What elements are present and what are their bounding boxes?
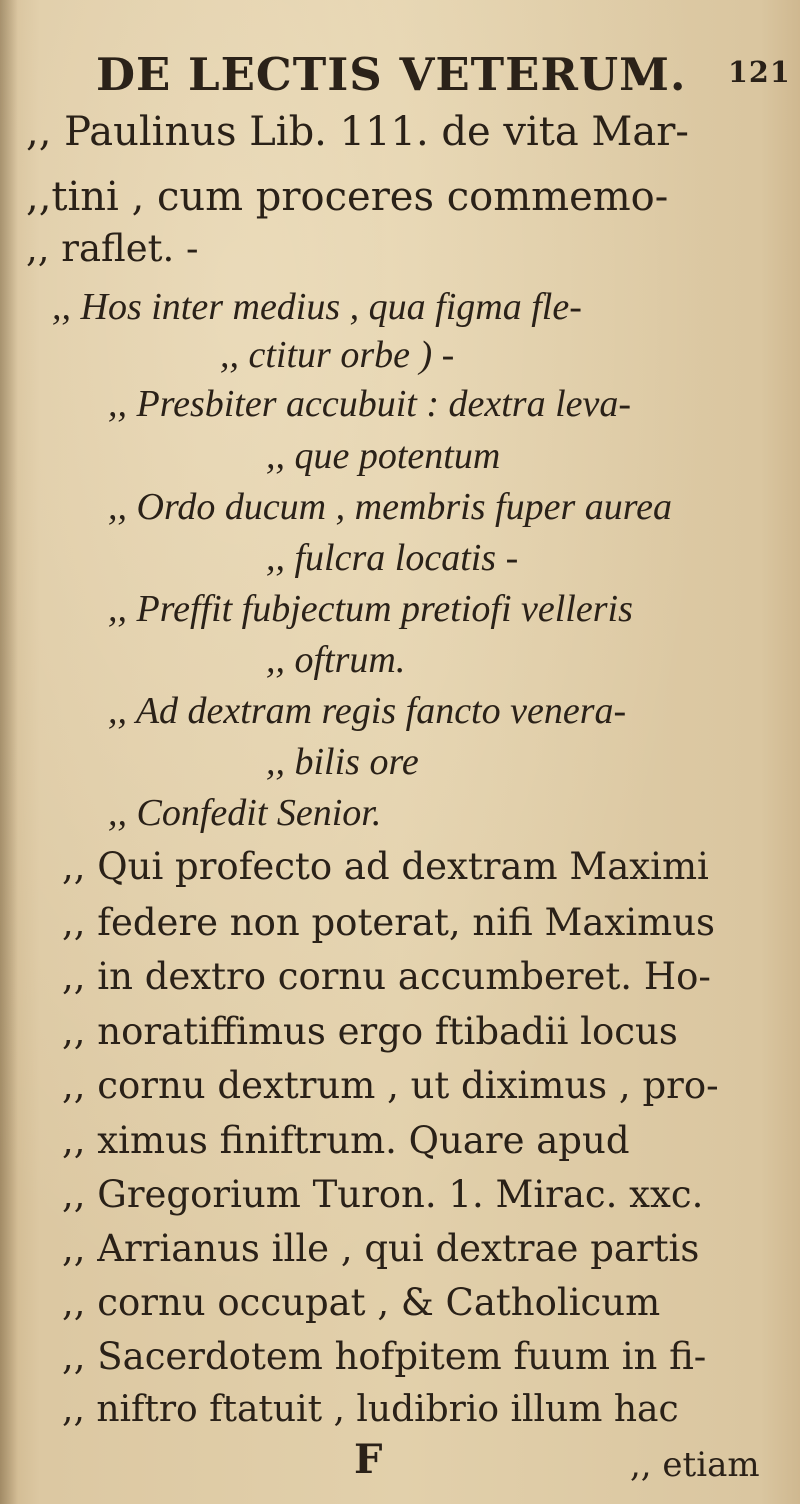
text-line-1: ,, Paulinus Lib. 111. de vita Mar- — [26, 109, 689, 155]
text-line-4: ,, Hos inter medius , qua figma fle- — [52, 286, 582, 328]
text-line-18: ,, noratiffimus ergo ftibadii locus — [62, 1010, 678, 1053]
page-number: 121 — [728, 55, 791, 89]
running-head-title: DE LECTIS VETERUM. — [96, 48, 687, 101]
text-line-10: ,, Preffit fubjectum pretiofi velleris — [108, 588, 633, 630]
text-line-8: ,, Ordo ducum , membris fuper aurea — [108, 486, 672, 528]
text-line-12: ,, Ad dextram regis fancto venera- — [108, 690, 627, 732]
text-line-14: ,, Confedit Senior. — [108, 792, 382, 834]
text-line-3: ,, raflet. - — [26, 227, 199, 270]
text-line-25: ,, niftro ftatuit , ludibrio illum hac — [62, 1389, 679, 1430]
text-line-16: ,, federe non poterat, nifi Maximus — [62, 901, 716, 944]
catchword: ,, etiam — [630, 1445, 760, 1485]
text-line-17: ,, in dextro cornu accumberet. Ho- — [62, 955, 711, 998]
text-line-21: ,, Gregorium Turon. 1. Mirac. xxc. — [62, 1173, 704, 1216]
text-line-22: ,, Arrianus ille , qui dextrae partis — [62, 1227, 700, 1270]
text-line-2: ,,tini , cum proceres commemo- — [26, 174, 669, 220]
text-line-20: ,, ximus finiftrum. Quare apud — [62, 1119, 630, 1162]
page-gutter-shadow — [0, 0, 18, 1504]
text-line-9: ,, fulcra locatis - — [266, 537, 519, 579]
text-line-19: ,, cornu dextrum , ut diximus , pro- — [62, 1064, 719, 1107]
text-line-5: ,, ctitur orbe ) - — [220, 334, 455, 376]
text-line-7: ,, que potentum — [266, 435, 501, 477]
text-line-23: ,, cornu occupat , & Catholicum — [62, 1281, 661, 1324]
signature-mark: F — [354, 1436, 383, 1483]
text-line-11: ,, oftrum. — [266, 639, 406, 681]
text-line-15: ,, Qui profecto ad dextram Maximi — [62, 845, 709, 888]
text-line-13: ,, bilis ore — [266, 741, 419, 783]
text-line-6: ,, Presbiter accubuit : dextra leva- — [108, 383, 632, 425]
text-line-24: ,, Sacerdotem hofpitem fuum in fi- — [62, 1335, 707, 1378]
